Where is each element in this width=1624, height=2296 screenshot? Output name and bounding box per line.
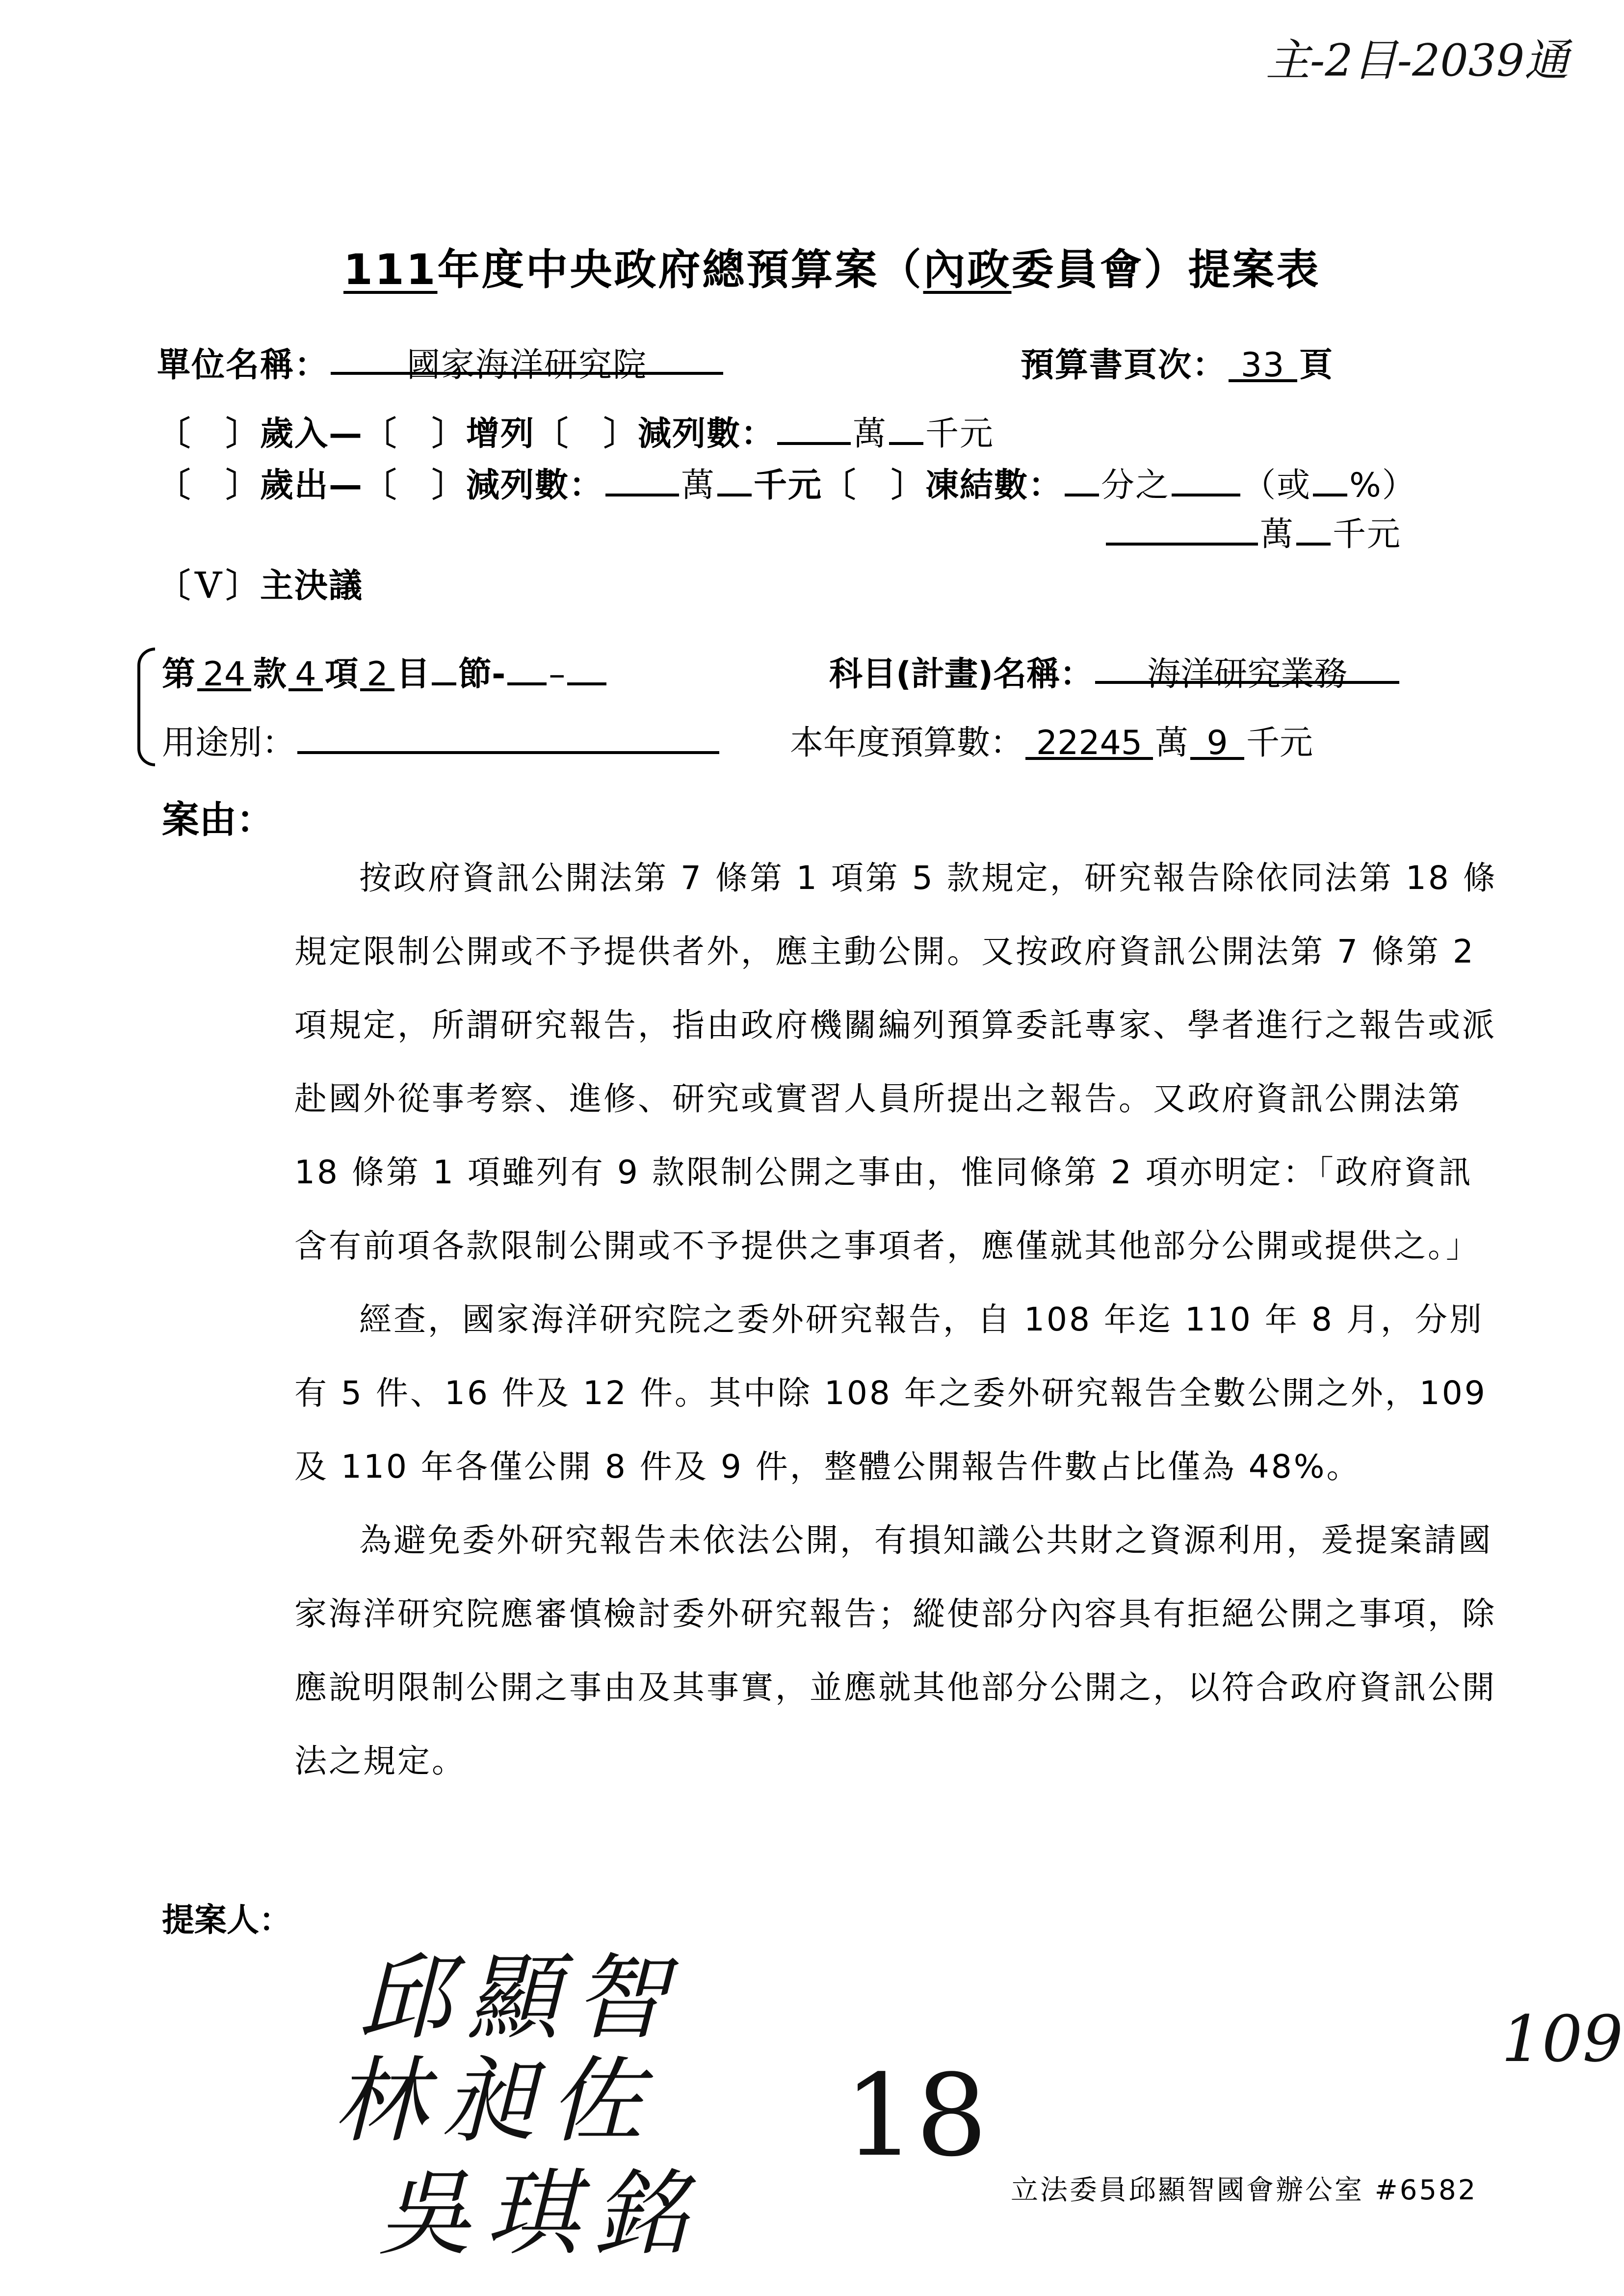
exp-wan-field[interactable] xyxy=(605,460,679,496)
huo: （或 xyxy=(1242,466,1311,505)
reason-paragraph-2: 經查，國家海洋研究院之委外研究報告，自 108 年迄 110 年 8 月，分別有 5 件、16 件及 12 件。其中除 108 年之委外研究報告全數公開之外，109 及 110 年各僅公開 8 件及 9 件，整體公開報告件數占比僅為 48%。 xyxy=(294,1301,1487,1486)
unit-name-row xyxy=(157,339,725,386)
revenue-wan-field[interactable] xyxy=(777,409,851,445)
annual-budget-wan-value: 22245 xyxy=(1036,724,1143,762)
freeze-wan: 萬 xyxy=(1260,515,1295,554)
kuan-field[interactable] xyxy=(197,655,251,694)
freeze-percent-field[interactable] xyxy=(1313,460,1347,496)
annual-budget-label: 本年度預算數： xyxy=(790,724,1024,762)
usage-field[interactable] xyxy=(297,718,719,754)
percent: %） xyxy=(1349,466,1416,505)
expenditure-row xyxy=(157,459,1416,506)
main-resolution-row xyxy=(157,559,363,607)
subject-field[interactable] xyxy=(1095,648,1399,694)
page-title xyxy=(343,235,1321,296)
exp-wan: 萬 xyxy=(681,466,716,505)
freeze-numerator-field[interactable] xyxy=(1065,460,1099,496)
jie-dash: – xyxy=(549,655,566,694)
handwritten-number: 18 xyxy=(844,2051,988,2182)
title-year: 111 xyxy=(343,245,438,294)
main-resolution-label: 主決議 xyxy=(260,567,364,605)
annual-budget-qian-field[interactable] xyxy=(1190,724,1244,760)
fen-zhi: 分之 xyxy=(1101,466,1170,505)
annual-budget-qian-unit: 千元 xyxy=(1246,724,1313,762)
xiang-label: 項 xyxy=(325,655,359,694)
revenue-qian-yuan: 千元 xyxy=(925,415,995,453)
title-part2: 委員會）提案表 xyxy=(1011,245,1321,294)
title-part1: 年度中央政府總預算案（ xyxy=(437,245,923,294)
xiang-value: 4 xyxy=(295,655,316,694)
title-committee: 內政 xyxy=(923,245,1012,294)
signature-3: 吳琪銘 xyxy=(378,2160,702,2268)
jie-sub2-field[interactable] xyxy=(567,649,606,685)
revenue-row xyxy=(157,407,994,455)
office-footer: 立法委員邱顯智國會辦公室 #6582 xyxy=(1011,2174,1478,2206)
freeze-qian-yuan: 千元 xyxy=(1333,515,1402,554)
annual-budget-wan-unit: 萬 xyxy=(1155,724,1189,762)
subject-label: 科目(計畫)名稱： xyxy=(829,655,1094,694)
freeze-amount-row xyxy=(1104,508,1401,555)
budget-page-value: 33 xyxy=(1240,346,1285,385)
freeze-denominator-field[interactable] xyxy=(1172,460,1240,496)
reason-paragraph-1: 按政府資訊公開法第 7 條第 1 項第 5 款規定，研究報告除依同法第 18 條規定限制公開或不予提供者外，應主動公開。又按政府資訊公開法第 7 條第 2 項規定，所謂研究報告，指由政府機關編列預算委託專家、學者進行之報告或派赴國外從事考察、進修、研究或實習人員所提出之報告。又政府資訊公開法第 18 條第 1 項雖列有 9 款限制公開之事由，惟同條第 2 項亦明定：「政府資訊含有前項各款限制公開或不予提供之事項者，應僅就其他部分公開或提供之。」 xyxy=(294,859,1497,1265)
kuan-value: 24 xyxy=(203,655,246,694)
main-resolution-checkbox[interactable]: 〔Ｖ〕 xyxy=(157,567,261,605)
signature-1: 邱顯智 xyxy=(358,1944,682,2052)
annual-budget-wan-field[interactable] xyxy=(1025,724,1153,760)
reason-label: 案由： xyxy=(162,798,274,841)
item-row xyxy=(162,648,608,695)
jie-label: 節- xyxy=(458,655,506,694)
di-label: 第 xyxy=(162,655,196,694)
annual-budget-row xyxy=(790,716,1313,764)
item-brace xyxy=(137,648,155,766)
reason-body xyxy=(294,841,1501,1798)
subject-value: 海洋研究業務 xyxy=(1147,655,1348,694)
signature-2: 林昶佐 xyxy=(334,2047,658,2155)
kuan-label: 款 xyxy=(253,655,287,694)
jie-field[interactable] xyxy=(432,649,456,685)
revenue-options[interactable]: 〔 〕歲入—〔 〕增列〔 〕減列數： xyxy=(157,415,776,453)
mu-value: 2 xyxy=(367,655,388,694)
annual-budget-qian-value: 9 xyxy=(1206,724,1228,762)
proposers-label: 提案人： xyxy=(162,1901,291,1939)
mu-label: 目 xyxy=(396,655,430,694)
budget-page-suffix: 頁 xyxy=(1299,346,1334,385)
exp-freeze[interactable]: 千元〔 〕凍結數： xyxy=(754,466,1063,505)
unit-field[interactable] xyxy=(331,339,723,385)
handwritten-top-note: 主-2目-2039通 xyxy=(1266,35,1569,86)
subject-row xyxy=(829,648,1401,695)
usage-row xyxy=(162,716,721,764)
usage-label: 用途別： xyxy=(162,724,296,762)
mu-field[interactable] xyxy=(360,655,394,694)
reason-paragraph-3: 為避免委外研究報告未依法公開，有損知識公共財之資源利用，爰提案請國家海洋研究院應審慎檢討委外研究報告；縱使部分內容具有拒絕公開之事項，除應說明限制公開之事由及其事實，並應就其他部分公開之，以符合政府資訊公開法之規定。 xyxy=(294,1521,1496,1780)
exp-qian-field[interactable] xyxy=(717,460,752,496)
budget-page-field[interactable] xyxy=(1229,346,1297,385)
jie-sub1-field[interactable] xyxy=(507,649,547,685)
unit-value: 國家海洋研究院 xyxy=(407,346,648,385)
expenditure-options[interactable]: 〔 〕歲出—〔 〕減列數： xyxy=(157,466,604,505)
budget-page-label: 預算書頁次： xyxy=(1021,346,1227,385)
freeze-qian-field[interactable] xyxy=(1296,509,1331,546)
revenue-wan: 萬 xyxy=(853,415,888,453)
xiang-field[interactable] xyxy=(288,655,323,694)
unit-label: 單位名稱： xyxy=(157,346,329,385)
revenue-qian-field[interactable] xyxy=(889,409,923,445)
freeze-wan-field[interactable] xyxy=(1106,509,1258,546)
handwritten-corner-number: 109 xyxy=(1501,2002,1624,2076)
budget-page-row xyxy=(1021,339,1334,386)
